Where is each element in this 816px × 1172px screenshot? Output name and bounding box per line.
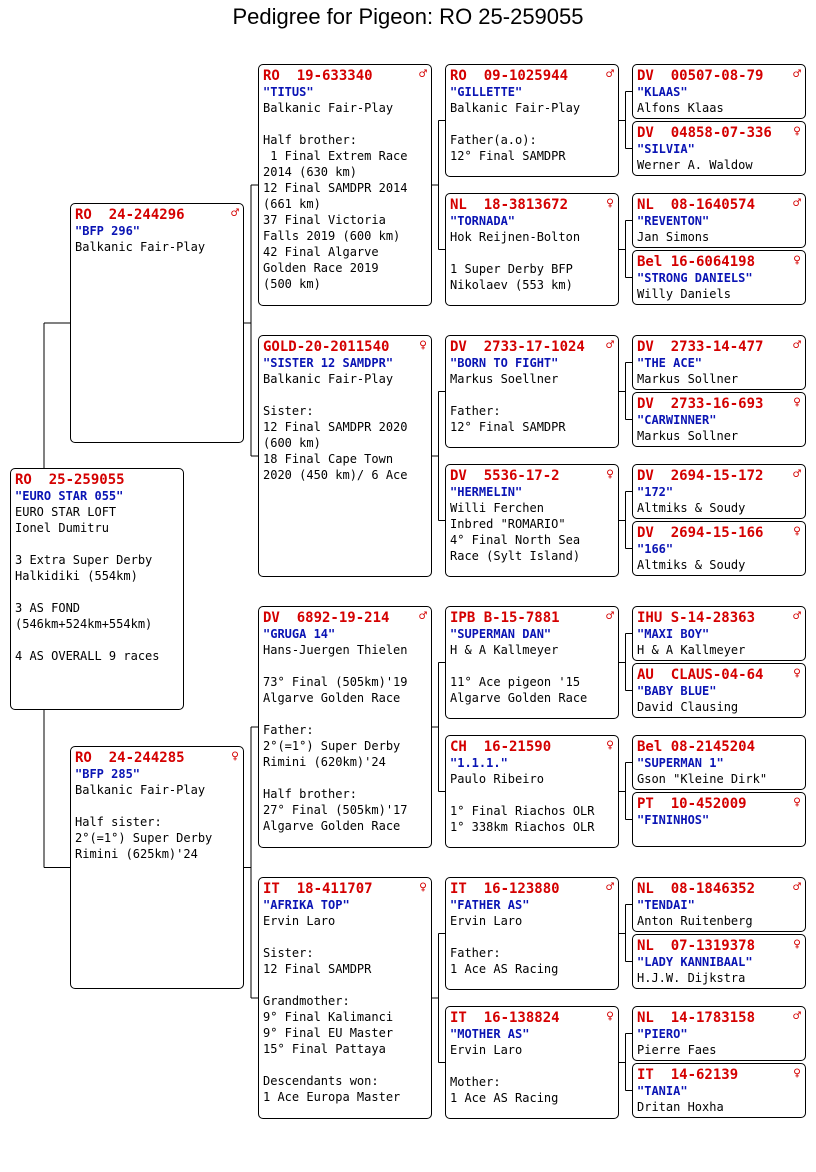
- card-text-line: Balkanic Fair-Play: [263, 101, 394, 115]
- card-text-line: [450, 929, 614, 945]
- ring-number: DV 2694-15-172: [637, 468, 764, 484]
- card-text-line: 2°(=1°) Super Derby: [75, 831, 213, 845]
- ring-number: NL 08-1640574: [637, 197, 756, 213]
- card-text-line: 27° Final (505km)'17: [263, 803, 408, 817]
- card-text-line: H.J.W. Dijkstra: [637, 971, 746, 985]
- card-text-line: 18 Final Cape Town: [263, 452, 394, 466]
- card-text-line: Paulo Ribeiro: [450, 772, 544, 786]
- card-text-line: Anton Ruitenberg: [637, 914, 753, 928]
- pigeon-name: "FININHOS": [637, 813, 710, 827]
- card-header: [75, 750, 239, 766]
- male-symbol-icon: ♂: [606, 67, 614, 82]
- card-text-line: 4° Final North Sea: [450, 533, 581, 547]
- card-text-line: 2°(=1°) Super Derby: [263, 739, 401, 753]
- card-text-line: [450, 116, 614, 132]
- pigeon-card-ddd: [445, 1006, 619, 1119]
- card-text-line: 37 Final Victoria: [263, 213, 386, 227]
- male-symbol-icon: ♂: [793, 1009, 801, 1024]
- card-text-line: Sister:: [263, 404, 314, 418]
- male-symbol-icon: ♂: [606, 338, 614, 353]
- card-header: [637, 610, 801, 626]
- pigeon-card-g3: [632, 193, 806, 248]
- card-header: [450, 339, 614, 355]
- card-text-line: Ervin Laro: [450, 1043, 523, 1057]
- card-header: [637, 739, 801, 755]
- card-header: [450, 197, 614, 213]
- pigeon-name: "SILVIA": [637, 142, 695, 156]
- card-text-line: 42 Final Algarve: [263, 245, 379, 259]
- ring-number: DV 2694-15-166: [637, 525, 764, 541]
- pigeon-name: "MAXI BOY": [637, 627, 710, 641]
- pigeon-name: "TORNADA": [450, 214, 516, 228]
- card-text-line: Balkanic Fair-Play: [450, 101, 581, 115]
- pigeon-name: "BORN TO FIGHT": [450, 356, 559, 370]
- card-header: [450, 881, 614, 897]
- pigeon-card-g9: [632, 606, 806, 661]
- female-symbol-icon: ♀: [793, 524, 801, 539]
- card-text-line: Race (Sylt Island): [450, 549, 581, 563]
- ring-number: CH 16-21590: [450, 739, 552, 755]
- card-header: [637, 254, 801, 270]
- card-text-line: [263, 977, 427, 993]
- card-text-line: Rimini (620km)'24: [263, 755, 386, 769]
- card-text-line: 11° Ace pigeon '15: [450, 675, 581, 689]
- card-text-line: [15, 536, 179, 552]
- pigeon-card-g16: [632, 1063, 806, 1118]
- card-text-line: Father(a.o):: [450, 133, 537, 147]
- pigeon-card-g14: [632, 934, 806, 989]
- card-header: [15, 472, 179, 488]
- card-header: [637, 938, 801, 954]
- card-text-line: Ervin Laro: [450, 914, 523, 928]
- pigeon-name: "PIERO": [637, 1027, 688, 1041]
- card-text-line: Balkanic Fair-Play: [75, 240, 206, 254]
- pigeon-name: "HERMELIN": [450, 485, 523, 499]
- ring-number: IT 16-138824: [450, 1010, 560, 1026]
- pigeon-name: "SUPERMAN DAN": [450, 627, 552, 641]
- card-text-line: Algarve Golden Race: [450, 691, 588, 705]
- card-text-line: 12° Final SAMDPR: [450, 420, 566, 434]
- card-text-line: Markus Soellner: [450, 372, 559, 386]
- card-text-line: 2020 (450 km)/ 6 Ace: [263, 468, 408, 482]
- card-text-line: [75, 798, 239, 814]
- ring-number: AU CLAUS-04-64: [637, 667, 764, 683]
- card-text-line: [263, 706, 427, 722]
- card-header: [637, 1067, 801, 1083]
- pigeon-name: "TITUS": [263, 85, 314, 99]
- male-symbol-icon: ♂: [793, 609, 801, 624]
- card-text-line: 3 Extra Super Derby: [15, 553, 153, 567]
- female-symbol-icon: ♀: [606, 467, 614, 482]
- ring-number: RO 19-633340: [263, 68, 373, 84]
- pigeon-name: "TENDAI": [637, 898, 695, 912]
- card-text-line: Sister:: [263, 946, 314, 960]
- card-header: [450, 610, 614, 626]
- card-text-line: 4 AS OVERALL 9 races: [15, 649, 160, 663]
- card-text-line: Rimini (625km)'24: [75, 847, 198, 861]
- pigeon-name: "BFP 285": [75, 767, 141, 781]
- male-symbol-icon: ♂: [606, 880, 614, 895]
- card-text-line: [450, 787, 614, 803]
- card-text-line: Willy Daniels: [637, 287, 731, 301]
- card-text-line: [263, 658, 427, 674]
- card-header: [637, 1010, 801, 1026]
- ring-number: DV 5536-17-2: [450, 468, 560, 484]
- card-text-line: Altmiks & Soudy: [637, 558, 746, 572]
- card-text-line: Balkanic Fair-Play: [75, 783, 206, 797]
- card-text-line: 9° Final Kalimanci: [263, 1010, 394, 1024]
- male-symbol-icon: ♂: [793, 880, 801, 895]
- card-text-line: (500 km): [263, 277, 321, 291]
- card-text-line: [263, 1057, 427, 1073]
- card-text-line: Algarve Golden Race: [263, 819, 401, 833]
- ring-number: NL 14-1783158: [637, 1010, 756, 1026]
- card-text-line: 1 Final Extrem Race: [263, 149, 408, 163]
- male-symbol-icon: ♂: [793, 196, 801, 211]
- pigeon-card-g5: [632, 335, 806, 390]
- pigeon-card-sds: [445, 335, 619, 448]
- pigeon-name: "TANIA": [637, 1084, 688, 1098]
- ring-number: PT 10-452009: [637, 796, 747, 812]
- pigeon-name: "SUPERMAN 1": [637, 756, 724, 770]
- ring-number: RO 24-244296: [75, 207, 185, 223]
- card-text-line: Mother:: [450, 1075, 501, 1089]
- pigeon-name: "REVENTON": [637, 214, 710, 228]
- pigeon-name: "BABY BLUE": [637, 684, 717, 698]
- pigeon-card-subject: [10, 468, 184, 710]
- pigeon-name: "SISTER 12 SAMDPR": [263, 356, 394, 370]
- ring-number: IHU S-14-28363: [637, 610, 756, 626]
- card-header: [263, 339, 427, 355]
- ring-number: DV 6892-19-214: [263, 610, 390, 626]
- card-text-line: Half sister:: [75, 815, 162, 829]
- card-text-line: Jan Simons: [637, 230, 710, 244]
- ring-number: RO 25-259055: [15, 472, 125, 488]
- card-text-line: Pierre Faes: [637, 1043, 717, 1057]
- pigeon-name: "EURO STAR 055": [15, 489, 124, 503]
- ring-number: GOLD-20-2011540: [263, 339, 390, 355]
- page-title: Pedigree for Pigeon: RO 25-259055: [232, 4, 584, 29]
- card-header: [637, 881, 801, 897]
- pigeon-card-sdd: [445, 464, 619, 577]
- pigeon-name: "FATHER AS": [450, 898, 530, 912]
- female-symbol-icon: ♀: [793, 666, 801, 681]
- ring-number: IT 18-411707: [263, 881, 373, 897]
- pigeon-card-g12: [632, 792, 806, 847]
- ring-number: DV 2733-14-477: [637, 339, 764, 355]
- ring-number: IPB B-15-7881: [450, 610, 560, 626]
- card-text-line: 3 AS FOND: [15, 601, 81, 615]
- pigeon-card-g11: [632, 735, 806, 790]
- pigeon-card-g6: [632, 392, 806, 447]
- male-symbol-icon: ♂: [419, 67, 427, 82]
- card-text-line: Markus Sollner: [637, 372, 739, 386]
- pigeon-name: "GRUGA 14": [263, 627, 336, 641]
- card-text-line: Balkanic Fair-Play: [263, 372, 394, 386]
- ring-number: Bel 16-6064198: [637, 254, 756, 270]
- ring-number: NL 18-3813672: [450, 197, 569, 213]
- card-text-line: Father:: [450, 946, 501, 960]
- pigeon-name: "AFRIKA TOP": [263, 898, 350, 912]
- card-text-line: [263, 770, 427, 786]
- card-header: [263, 610, 427, 626]
- card-text-line: [450, 1058, 614, 1074]
- card-text-line: [15, 584, 179, 600]
- female-symbol-icon: ♀: [793, 1066, 801, 1081]
- card-text-line: (546km+524km+554km): [15, 617, 153, 631]
- ring-number: DV 2733-17-1024: [450, 339, 585, 355]
- card-text-line: 1 Ace AS Racing: [450, 1091, 559, 1105]
- card-header: [637, 667, 801, 683]
- pigeon-name: "172": [637, 485, 674, 499]
- card-text-line: Hok Reijnen-Bolton: [450, 230, 581, 244]
- card-text-line: 1 Ace Europa Master: [263, 1090, 401, 1104]
- card-header: [450, 468, 614, 484]
- pigeon-name: "166": [637, 542, 674, 556]
- ring-number: NL 07-1319378: [637, 938, 756, 954]
- card-text-line: Halkidiki (554km): [15, 569, 138, 583]
- female-symbol-icon: ♀: [606, 738, 614, 753]
- female-symbol-icon: ♀: [419, 338, 427, 353]
- card-text-line: Hans-Juergen Thielen: [263, 643, 408, 657]
- female-symbol-icon: ♀: [793, 795, 801, 810]
- card-header: [637, 125, 801, 141]
- pigeon-name: "GILLETTE": [450, 85, 523, 99]
- card-text-line: Gson "Kleine Dirk": [637, 772, 768, 786]
- card-text-line: [15, 632, 179, 648]
- card-text-line: 1° Final Riachos OLR: [450, 804, 595, 818]
- female-symbol-icon: ♀: [419, 880, 427, 895]
- card-text-line: 9° Final EU Master: [263, 1026, 394, 1040]
- pigeon-card-dam: [70, 746, 244, 989]
- pigeon-card-sd: [258, 335, 432, 577]
- pigeon-card-g2: [632, 121, 806, 176]
- female-symbol-icon: ♀: [606, 196, 614, 211]
- pigeon-card-dsd: [445, 735, 619, 848]
- pigeon-name: "KLAAS": [637, 85, 688, 99]
- pigeon-name: "LADY KANNIBAAL": [637, 955, 753, 969]
- card-text-line: H & A Kallmeyer: [637, 643, 746, 657]
- pigeon-card-g1: [632, 64, 806, 119]
- ring-number: DV 00507-08-79: [637, 68, 764, 84]
- card-text-line: (600 km): [263, 436, 321, 450]
- card-header: [450, 68, 614, 84]
- card-text-line: 15° Final Pattaya: [263, 1042, 386, 1056]
- card-text-line: Father:: [450, 404, 501, 418]
- card-header: [263, 881, 427, 897]
- pigeon-card-ss: [258, 64, 432, 306]
- card-text-line: Falls 2019 (600 km): [263, 229, 401, 243]
- pigeon-card-dd: [258, 877, 432, 1119]
- ring-number: Bel 08-2145204: [637, 739, 756, 755]
- pigeon-name: "BFP 296": [75, 224, 141, 238]
- pigeon-card-sss: [445, 64, 619, 177]
- card-text-line: Half brother:: [263, 133, 357, 147]
- ring-number: NL 08-1846352: [637, 881, 756, 897]
- card-text-line: Algarve Golden Race: [263, 691, 401, 705]
- female-symbol-icon: ♀: [793, 395, 801, 410]
- card-text-line: Descendants won:: [263, 1074, 379, 1088]
- card-text-line: [450, 245, 614, 261]
- pigeon-card-dss: [445, 606, 619, 719]
- pigeon-card-ds: [258, 606, 432, 848]
- male-symbol-icon: ♂: [793, 67, 801, 82]
- card-text-line: Willi Ferchen: [450, 501, 544, 515]
- male-symbol-icon: ♂: [793, 338, 801, 353]
- card-header: [75, 207, 239, 223]
- card-header: [637, 525, 801, 541]
- pigeon-name: "1.1.1.": [450, 756, 508, 770]
- card-text-line: [450, 658, 614, 674]
- card-text-line: 73° Final (505km)'19: [263, 675, 408, 689]
- card-text-line: 1 Super Derby BFP: [450, 262, 573, 276]
- card-header: [637, 339, 801, 355]
- card-text-line: Inbred "ROMARIO": [450, 517, 566, 531]
- card-text-line: 12° Final SAMDPR: [450, 149, 566, 163]
- ring-number: RO 09-1025944: [450, 68, 569, 84]
- card-text-line: 2014 (630 km): [263, 165, 357, 179]
- pigeon-card-sire: [70, 203, 244, 443]
- pigeon-card-g13: [632, 877, 806, 932]
- pigeon-card-g7: [632, 464, 806, 519]
- ring-number: DV 2733-16-693: [637, 396, 764, 412]
- card-header: [263, 68, 427, 84]
- card-header: [637, 68, 801, 84]
- female-symbol-icon: ♀: [606, 1009, 614, 1024]
- card-text-line: Ionel Dumitru: [15, 521, 109, 535]
- card-text-line: [263, 387, 427, 403]
- card-text-line: Markus Sollner: [637, 429, 739, 443]
- pigeon-card-g10: [632, 663, 806, 718]
- card-header: [637, 197, 801, 213]
- pigeon-card-g8: [632, 521, 806, 576]
- male-symbol-icon: ♂: [606, 609, 614, 624]
- card-header: [637, 796, 801, 812]
- card-text-line: Father:: [263, 723, 314, 737]
- pigeon-name: "THE ACE": [637, 356, 703, 370]
- ring-number: IT 16-123880: [450, 881, 560, 897]
- female-symbol-icon: ♀: [793, 124, 801, 139]
- female-symbol-icon: ♀: [793, 937, 801, 952]
- card-text-line: (661 km): [263, 197, 321, 211]
- card-text-line: [450, 387, 614, 403]
- pigeon-card-g15: [632, 1006, 806, 1061]
- card-header: [450, 739, 614, 755]
- card-text-line: Ervin Laro: [263, 914, 336, 928]
- male-symbol-icon: ♂: [419, 609, 427, 624]
- card-text-line: Grandmother:: [263, 994, 350, 1008]
- pigeon-card-g4: [632, 250, 806, 305]
- card-text-line: Dritan Hoxha: [637, 1100, 724, 1114]
- pigeon-name: "STRONG DANIELS": [637, 271, 753, 285]
- ring-number: RO 24-244285: [75, 750, 185, 766]
- card-text-line: [263, 116, 427, 132]
- card-text-line: David Clausing: [637, 700, 739, 714]
- card-text-line: Golden Race 2019: [263, 261, 379, 275]
- card-text-line: 1° 338km Riachos OLR: [450, 820, 595, 834]
- card-header: [637, 468, 801, 484]
- card-text-line: 12 Final SAMDPR 2020: [263, 420, 408, 434]
- male-symbol-icon: ♂: [231, 206, 239, 221]
- card-text-line: Nikolaev (553 km): [450, 278, 573, 292]
- ring-number: DV 04858-07-336: [637, 125, 772, 141]
- pigeon-card-ssd: [445, 193, 619, 306]
- card-text-line: EURO STAR LOFT: [15, 505, 117, 519]
- card-text-line: 12 Final SAMDPR: [263, 962, 372, 976]
- card-text-line: Werner A. Waldow: [637, 158, 753, 172]
- pigeon-card-dds: [445, 877, 619, 990]
- card-text-line: Alfons Klaas: [637, 101, 724, 115]
- card-text-line: Half brother:: [263, 787, 357, 801]
- card-header: [637, 396, 801, 412]
- pigeon-name: "MOTHER AS": [450, 1027, 530, 1041]
- card-text-line: [263, 929, 427, 945]
- female-symbol-icon: ♀: [793, 253, 801, 268]
- card-text-line: 1 Ace AS Racing: [450, 962, 559, 976]
- card-text-line: 12 Final SAMDPR 2014: [263, 181, 408, 195]
- card-header: [450, 1010, 614, 1026]
- ring-number: IT 14-62139: [637, 1067, 739, 1083]
- female-symbol-icon: ♀: [231, 749, 239, 764]
- male-symbol-icon: ♂: [793, 467, 801, 482]
- pigeon-name: "CARWINNER": [637, 413, 717, 427]
- card-text-line: H & A Kallmeyer: [450, 643, 559, 657]
- card-text-line: Altmiks & Soudy: [637, 501, 746, 515]
